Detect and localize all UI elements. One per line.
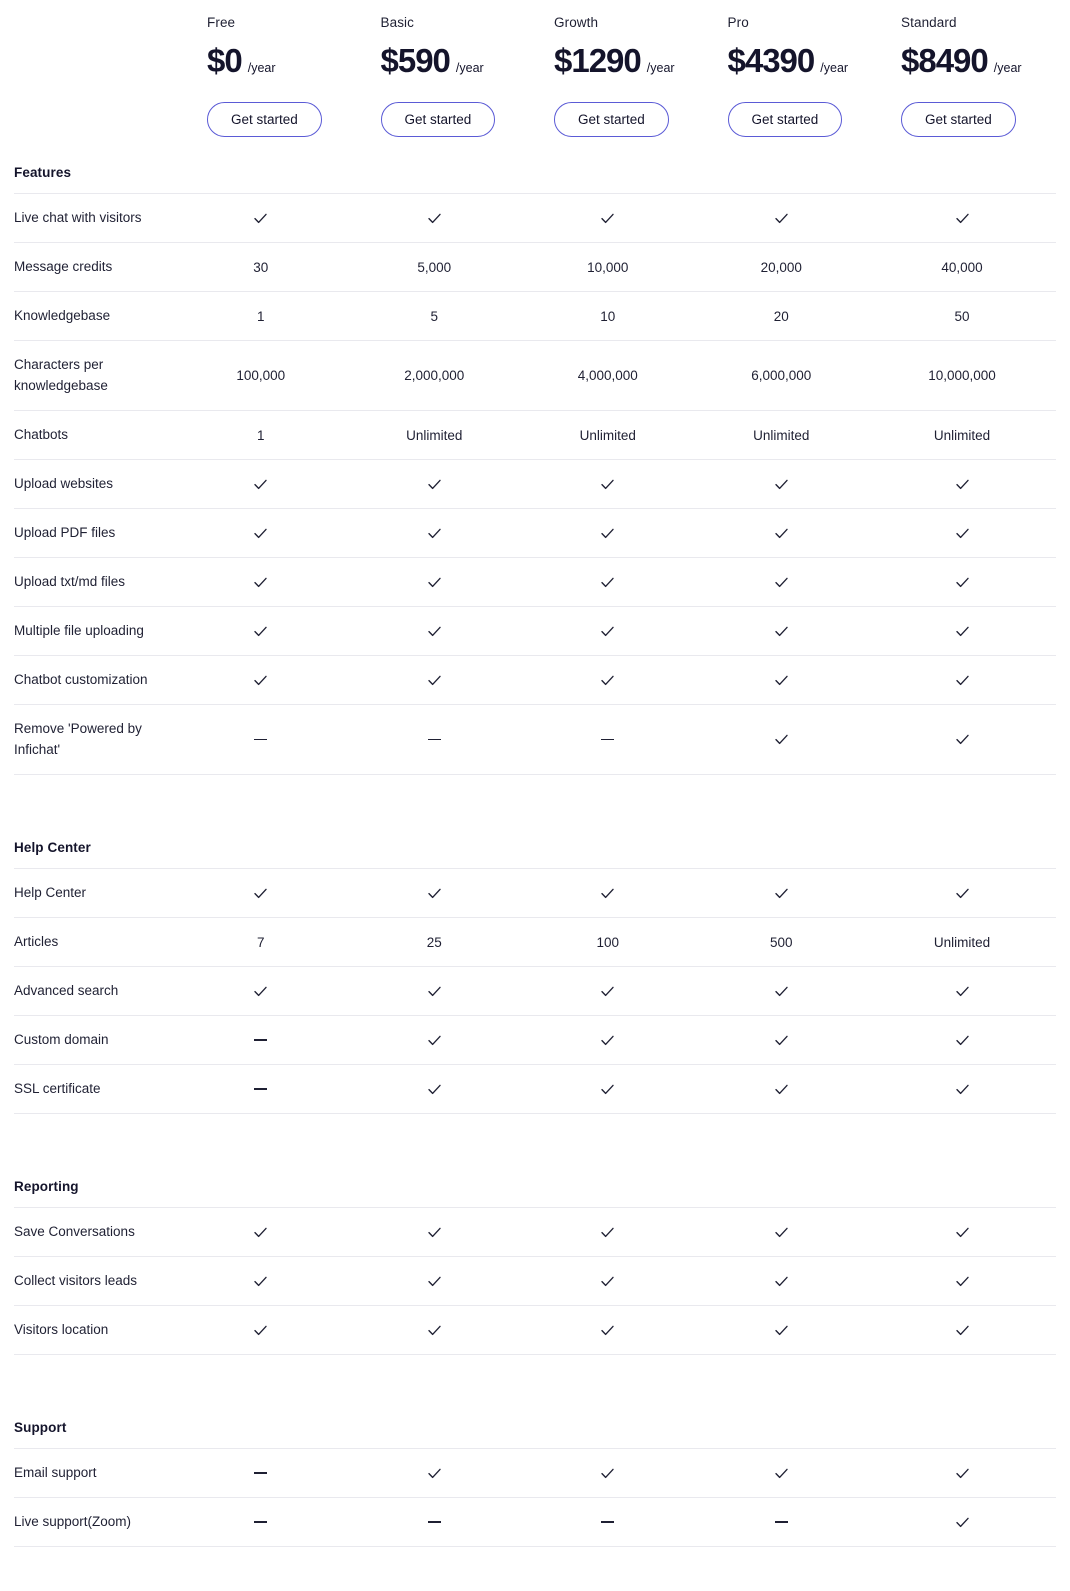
feature-value: 10	[600, 308, 616, 324]
table-row	[14, 558, 1056, 607]
plans-header	[0, 0, 1070, 165]
check-icon	[174, 210, 348, 227]
plan-price: $0	[207, 41, 242, 79]
plan-name: Pro	[727, 15, 749, 30]
check-icon	[695, 1224, 869, 1241]
check-icon	[174, 1224, 348, 1241]
check-icon	[348, 672, 522, 689]
check-icon	[695, 885, 869, 902]
check-icon	[521, 574, 695, 591]
feature-value: 7	[256, 934, 265, 950]
dash-icon	[521, 1521, 695, 1523]
feature-label: Message credits	[14, 258, 113, 274]
table-row	[14, 243, 1056, 292]
check-icon	[174, 1322, 348, 1339]
plan-price-line	[554, 41, 675, 79]
check-icon	[348, 983, 522, 1000]
get-started-button[interactable]: Get started	[554, 102, 669, 137]
feature-value: Unlimited	[579, 427, 636, 443]
check-icon	[348, 574, 522, 591]
feature-label: Live chat with visitors	[14, 209, 142, 225]
plan-billing-period: /year	[820, 60, 849, 75]
get-started-button[interactable]: Get started	[901, 102, 1016, 137]
section-title: Help Center	[14, 840, 91, 855]
plan-billing-period: /year	[455, 60, 484, 75]
table-row	[14, 656, 1056, 705]
feature-value: Unlimited	[933, 427, 991, 443]
check-icon	[348, 1224, 522, 1241]
section-title: Reporting	[14, 1179, 79, 1194]
plan-price-line	[207, 41, 276, 79]
table-row	[14, 509, 1056, 558]
table-row	[14, 1257, 1056, 1306]
feature-label: Email support	[14, 1464, 97, 1480]
check-icon	[695, 1322, 869, 1339]
section-reporting	[0, 1179, 1070, 1355]
plan-price-line	[727, 41, 849, 79]
check-icon	[868, 1081, 1056, 1098]
check-icon	[521, 1465, 695, 1482]
check-icon	[868, 1032, 1056, 1049]
table-row	[14, 292, 1056, 341]
feature-label: Advanced search	[14, 982, 119, 998]
check-icon	[868, 525, 1056, 542]
check-icon	[348, 1032, 522, 1049]
table-row	[14, 869, 1056, 918]
feature-value: 1	[256, 308, 265, 324]
feature-label: Multiple file uploading	[14, 622, 144, 638]
table-row	[14, 194, 1056, 243]
feature-value: 10,000	[587, 259, 629, 275]
feature-value: Unlimited	[753, 427, 810, 443]
feature-label: Chatbot customization	[14, 671, 148, 687]
dash-icon	[348, 1521, 522, 1523]
feature-sections	[0, 165, 1070, 1547]
get-started-button[interactable]: Get started	[381, 102, 496, 137]
table-row	[14, 918, 1056, 967]
section-rows	[14, 868, 1056, 1114]
check-icon	[521, 1322, 695, 1339]
plan-column-standard	[868, 12, 1042, 165]
feature-label: Visitors location	[14, 1321, 109, 1337]
check-icon	[348, 885, 522, 902]
header-label-spacer	[0, 12, 174, 165]
check-icon	[348, 476, 522, 493]
feature-label: Articles	[14, 933, 59, 949]
feature-label: Help Center	[14, 884, 87, 900]
table-row	[14, 460, 1056, 509]
check-icon	[695, 1032, 869, 1049]
check-icon	[174, 623, 348, 640]
check-icon	[695, 525, 869, 542]
table-row	[14, 1016, 1056, 1065]
section-rows	[14, 193, 1056, 775]
check-icon	[521, 1032, 695, 1049]
feature-label: Save Conversations	[14, 1223, 135, 1239]
check-icon	[521, 672, 695, 689]
check-icon	[868, 983, 1056, 1000]
check-icon	[521, 1081, 695, 1098]
check-icon	[348, 1273, 522, 1290]
feature-value: 50	[954, 308, 970, 324]
section-help-center	[0, 840, 1070, 1114]
check-icon	[521, 885, 695, 902]
feature-label: Upload PDF files	[14, 524, 116, 540]
check-icon	[868, 623, 1056, 640]
feature-label: Upload websites	[14, 475, 114, 491]
dash-icon	[174, 739, 348, 741]
feature-label: Collect visitors leads	[14, 1272, 138, 1288]
feature-label: SSL certificate	[14, 1080, 101, 1096]
check-icon	[868, 574, 1056, 591]
check-icon	[695, 1081, 869, 1098]
table-row	[14, 607, 1056, 656]
section-features	[0, 165, 1070, 775]
plan-price: $4390	[727, 41, 815, 79]
plan-name: Growth	[554, 15, 599, 30]
feature-value: Unlimited	[933, 934, 991, 950]
table-row	[14, 1449, 1056, 1498]
table-row	[14, 411, 1056, 460]
table-row	[14, 967, 1056, 1016]
feature-value: 5	[430, 308, 438, 324]
dash-icon	[174, 1521, 348, 1523]
get-started-button[interactable]: Get started	[728, 102, 843, 137]
check-icon	[868, 1273, 1056, 1290]
check-icon	[868, 672, 1056, 689]
plan-column-free	[174, 12, 348, 165]
dash-icon	[348, 739, 522, 741]
check-icon	[695, 574, 869, 591]
feature-value: 30	[253, 259, 269, 275]
check-icon	[348, 623, 522, 640]
feature-value: 2,000,000	[404, 368, 465, 383]
check-icon	[174, 525, 348, 542]
check-icon	[695, 623, 869, 640]
feature-value: 4,000,000	[577, 368, 638, 383]
section-title: Features	[14, 165, 72, 180]
feature-value: 5,000	[417, 259, 452, 275]
feature-value: 500	[769, 934, 793, 950]
check-icon	[868, 1224, 1056, 1241]
feature-label: Knowledgebase	[14, 307, 111, 323]
feature-value: Unlimited	[406, 427, 463, 443]
plan-billing-period: /year	[646, 60, 675, 75]
feature-label: Custom domain	[14, 1031, 109, 1047]
dash-icon	[695, 1521, 869, 1523]
plan-column-pro	[695, 12, 869, 165]
dash-icon	[521, 739, 695, 741]
check-icon	[174, 983, 348, 1000]
dash-icon	[174, 1472, 348, 1474]
table-row	[14, 1208, 1056, 1257]
check-icon	[348, 210, 522, 227]
plan-column-basic	[348, 12, 522, 165]
feature-value: 100	[596, 934, 620, 950]
check-icon	[521, 525, 695, 542]
check-icon	[521, 983, 695, 1000]
section-rows	[14, 1448, 1056, 1547]
check-icon	[868, 1322, 1056, 1339]
check-icon	[868, 476, 1056, 493]
check-icon	[868, 885, 1056, 902]
feature-label: Live support(Zoom)	[14, 1513, 132, 1529]
feature-label: Chatbots	[14, 426, 69, 442]
check-icon	[695, 983, 869, 1000]
check-icon	[348, 525, 522, 542]
plan-price: $8490	[901, 41, 988, 79]
check-icon	[348, 1081, 522, 1098]
feature-label: Characters per knowledgebase	[14, 357, 108, 393]
feature-value: 40,000	[941, 259, 983, 275]
check-icon	[348, 1322, 522, 1339]
check-icon	[695, 1273, 869, 1290]
feature-value: 1	[256, 427, 265, 443]
check-icon	[174, 672, 348, 689]
plan-price: $590	[380, 41, 450, 79]
check-icon	[868, 1465, 1056, 1482]
feature-value: 20	[773, 308, 789, 324]
plan-billing-period: /year	[247, 60, 276, 75]
check-icon	[695, 731, 869, 748]
check-icon	[695, 476, 869, 493]
check-icon	[521, 623, 695, 640]
check-icon	[521, 210, 695, 227]
check-icon	[521, 476, 695, 493]
plan-name: Free	[207, 15, 236, 30]
plan-price: $1290	[554, 41, 641, 79]
feature-value: 10,000,000	[928, 368, 996, 383]
section-title: Support	[14, 1420, 67, 1435]
table-row	[14, 1306, 1056, 1355]
plan-price-line	[901, 41, 1022, 79]
feature-value: 6,000,000	[751, 368, 812, 383]
plan-price-line	[380, 41, 484, 79]
check-icon	[868, 210, 1056, 227]
feature-label: Remove 'Powered by Infichat'	[14, 721, 142, 757]
get-started-button[interactable]: Get started	[207, 102, 322, 137]
check-icon	[695, 672, 869, 689]
section-rows	[14, 1207, 1056, 1355]
section-support	[0, 1420, 1070, 1547]
plan-name: Standard	[901, 15, 957, 30]
check-icon	[174, 574, 348, 591]
feature-value: 100,000	[236, 368, 286, 383]
plan-column-growth	[521, 12, 695, 165]
table-row	[14, 1498, 1056, 1547]
check-icon	[695, 1465, 869, 1482]
check-icon	[868, 1514, 1056, 1531]
check-icon	[521, 1273, 695, 1290]
check-icon	[521, 1224, 695, 1241]
table-row	[14, 1065, 1056, 1114]
dash-icon	[174, 1088, 348, 1090]
plan-name: Basic	[380, 15, 415, 30]
check-icon	[695, 210, 869, 227]
check-icon	[174, 476, 348, 493]
plan-billing-period: /year	[993, 60, 1022, 75]
check-icon	[348, 1465, 522, 1482]
feature-label: Upload txt/md files	[14, 573, 126, 589]
check-icon	[174, 1273, 348, 1290]
feature-value: 20,000	[760, 259, 802, 275]
check-icon	[174, 885, 348, 902]
table-row	[14, 705, 1056, 775]
table-row	[14, 341, 1056, 411]
feature-value: 25	[426, 934, 442, 950]
dash-icon	[174, 1039, 348, 1041]
check-icon	[868, 731, 1056, 748]
